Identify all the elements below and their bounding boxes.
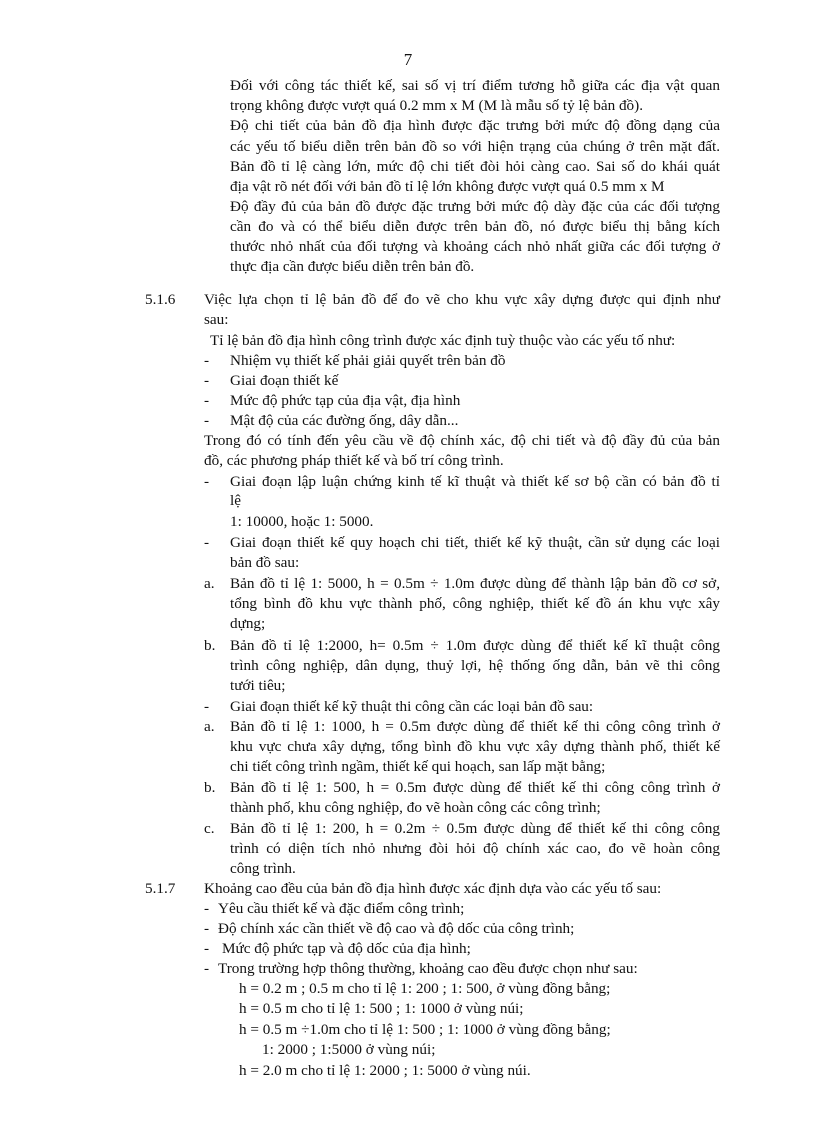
- list-item: 1: 10000, hoặc 1: 5000.: [230, 513, 374, 530]
- list-item: lệ: [230, 492, 241, 509]
- dash-bullet: -: [204, 960, 210, 977]
- intro-line: Đối với công tác thiết kế, sai số vị trí điểm tương hỗ giữa các địa vật quan: [230, 77, 720, 94]
- intro-line: thực địa cần được biểu diễn trên bản đồ.: [230, 258, 475, 275]
- list-item: tưới tiêu;: [230, 677, 286, 694]
- section-number: 5.1.7: [145, 880, 176, 897]
- page-number: 7: [403, 50, 413, 69]
- list-item: chi tiết công trình ngầm, thiết kế qui hoạch, san lấp mặt bằng;: [230, 758, 606, 775]
- item-label: a.: [204, 718, 215, 735]
- case-line: h = 2.0 m cho tỉ lệ 1: 2000 ; 1: 5000 ở vùng núi.: [239, 1062, 531, 1079]
- list-item: Bản đồ tỉ lệ 1: 200, h = 0.2m ÷ 0.5m được dùng để thiết kế thi công công: [230, 820, 720, 837]
- section-heading: Khoảng cao đều của bản đồ địa hình được xác định dựa vào các yếu tố sau:: [204, 880, 662, 897]
- list-item: công trình.: [230, 860, 296, 877]
- case-line: h = 0.5 m ÷1.0m cho tỉ lệ 1: 500 ; 1: 1000 ở vùng đồng bằng;: [239, 1021, 611, 1038]
- list-item: trình công nghiệp, dân dụng, thuỷ lợi, hệ thống ống dẫn, bản vẽ thi công: [230, 657, 720, 674]
- case-line: h = 0.2 m ; 0.5 m cho tỉ lệ 1: 200 ; 1: 500, ở vùng đồng bằng;: [239, 980, 611, 997]
- list-item: tổng bình đồ khu vực thành phố, công nghiệp, thiết kế đồ án khu vực xây: [230, 595, 720, 612]
- dash-bullet: -: [204, 900, 210, 917]
- list-item: khu vực chưa xây dựng, tổng bình đồ khu vực xây dựng thành phố, thiết kế: [230, 738, 720, 755]
- intro-line: cần đo và có thể biểu diễn được trên bản đồ, nó được biểu thị bằng kích: [230, 218, 720, 235]
- intro-line: thước nhỏ nhất của đối tượng và khoảng cách nhỏ nhất giữa các đối tượng ở: [230, 238, 720, 255]
- dash-bullet: -: [204, 372, 210, 389]
- item-label: c.: [204, 820, 215, 837]
- intro-line: trọng không được vượt quá 0.2 mm x M (M là mẫu số tỷ lệ bản đồ).: [230, 97, 644, 114]
- section-heading: sau:: [204, 311, 229, 328]
- list-item: Giai đoạn lập luận chứng kinh tế kĩ thuật và thiết kế sơ bộ cần có bản đồ tỉ: [230, 473, 720, 490]
- intro-line: Bản đồ tỉ lệ càng lớn, mức độ chi tiết đòi hỏi càng cao. Sai số do khái quát: [230, 158, 720, 175]
- dash-bullet: -: [204, 698, 210, 715]
- intro-line: Độ đầy đủ của bản đồ được đặc trưng bởi mức độ dày đặc của các đối tượng: [230, 198, 720, 215]
- list-item: dựng;: [230, 615, 266, 632]
- dash-bullet: -: [204, 940, 210, 957]
- list-item: Mức độ phức tạp và độ dốc của địa hình;: [222, 940, 471, 957]
- dash-bullet: -: [204, 920, 210, 937]
- list-item: Độ chính xác cần thiết về độ cao và độ dốc của công trình;: [218, 920, 575, 937]
- case-line: h = 0.5 m cho tỉ lệ 1: 500 ; 1: 1000 ở vùng núi;: [239, 1000, 524, 1017]
- intro-line: Độ chi tiết của bản đồ địa hình được đặc trưng bởi mức độ đồng dạng của: [230, 117, 720, 134]
- list-item: Mật độ của các đường ống, dây dẫn...: [230, 412, 459, 429]
- dash-bullet: -: [204, 534, 210, 551]
- list-item: Bản đồ tỉ lệ 1: 500, h = 0.5m được dùng để thiết kế thi công công trình ở: [230, 779, 720, 796]
- dash-bullet: -: [204, 473, 210, 490]
- section-number: 5.1.6: [145, 291, 176, 308]
- paragraph-line: Tỉ lệ bản đồ địa hình công trình được xác định tuỳ thuộc vào các yếu tố như:: [210, 332, 676, 349]
- case-line: 1: 2000 ; 1:5000 ở vùng núi;: [262, 1041, 436, 1058]
- intro-line: các yếu tố biểu diễn trên bản đồ so với hiện trạng của chúng ở trên mặt đất.: [230, 138, 720, 155]
- item-label: b.: [204, 637, 216, 654]
- list-item: Nhiệm vụ thiết kế phải giải quyết trên bản đồ: [230, 352, 506, 369]
- list-item: bản đồ sau:: [230, 554, 300, 571]
- list-item: Trong trường hợp thông thường, khoảng cao đều được chọn như sau:: [218, 960, 638, 977]
- list-item: Bản đồ tỉ lệ 1:2000, h= 0.5m ÷ 1.0m được dùng để thiết kế kĩ thuật công: [230, 637, 720, 654]
- list-item: Mức độ phức tạp của địa vật, địa hình: [230, 392, 461, 409]
- list-item: Bản đồ tỉ lệ 1: 1000, h = 0.5m được dùng để thiết kế thi công công trình ở: [230, 718, 720, 735]
- intro-line: địa vật rõ nét đối với bản đồ tỉ lệ lớn không được vượt quá 0.5 mm x M: [230, 178, 665, 195]
- paragraph-line: đồ, các phương pháp thiết kế và bố trí công trình.: [204, 452, 504, 469]
- dash-bullet: -: [204, 352, 210, 369]
- paragraph-line: Trong đó có tính đến yêu cầu về độ chính xác, độ chi tiết và độ đầy đủ của bản: [204, 432, 720, 449]
- dash-bullet: -: [204, 412, 210, 429]
- dash-bullet: -: [204, 392, 210, 409]
- list-item: Giai đoạn thiết kế kỹ thuật thi công cần các loại bản đồ sau:: [230, 698, 594, 715]
- list-item: Yêu cầu thiết kế và đặc điểm công trình;: [218, 900, 465, 917]
- list-item: thành phố, khu công nghiệp, đo vẽ hoàn công các công trình;: [230, 799, 601, 816]
- list-item: Giai đoạn thiết kế quy hoạch chi tiết, thiết kế kỹ thuật, cần sử dụng các loại: [230, 534, 720, 551]
- list-item: Giai đoạn thiết kế: [230, 372, 339, 389]
- list-item: Bản đồ tỉ lệ 1: 5000, h = 0.5m ÷ 1.0m được dùng để thành lập bản đồ cơ sở,: [230, 575, 720, 592]
- section-heading: Việc lựa chọn tỉ lệ bản đồ để đo vẽ cho khu vực xây dựng được qui định như: [204, 291, 720, 308]
- item-label: b.: [204, 779, 216, 796]
- item-label: a.: [204, 575, 215, 592]
- list-item: trình có diện tích nhỏ nhưng đòi hỏi độ chính xác cao, đo vẽ hoàn công: [230, 840, 720, 857]
